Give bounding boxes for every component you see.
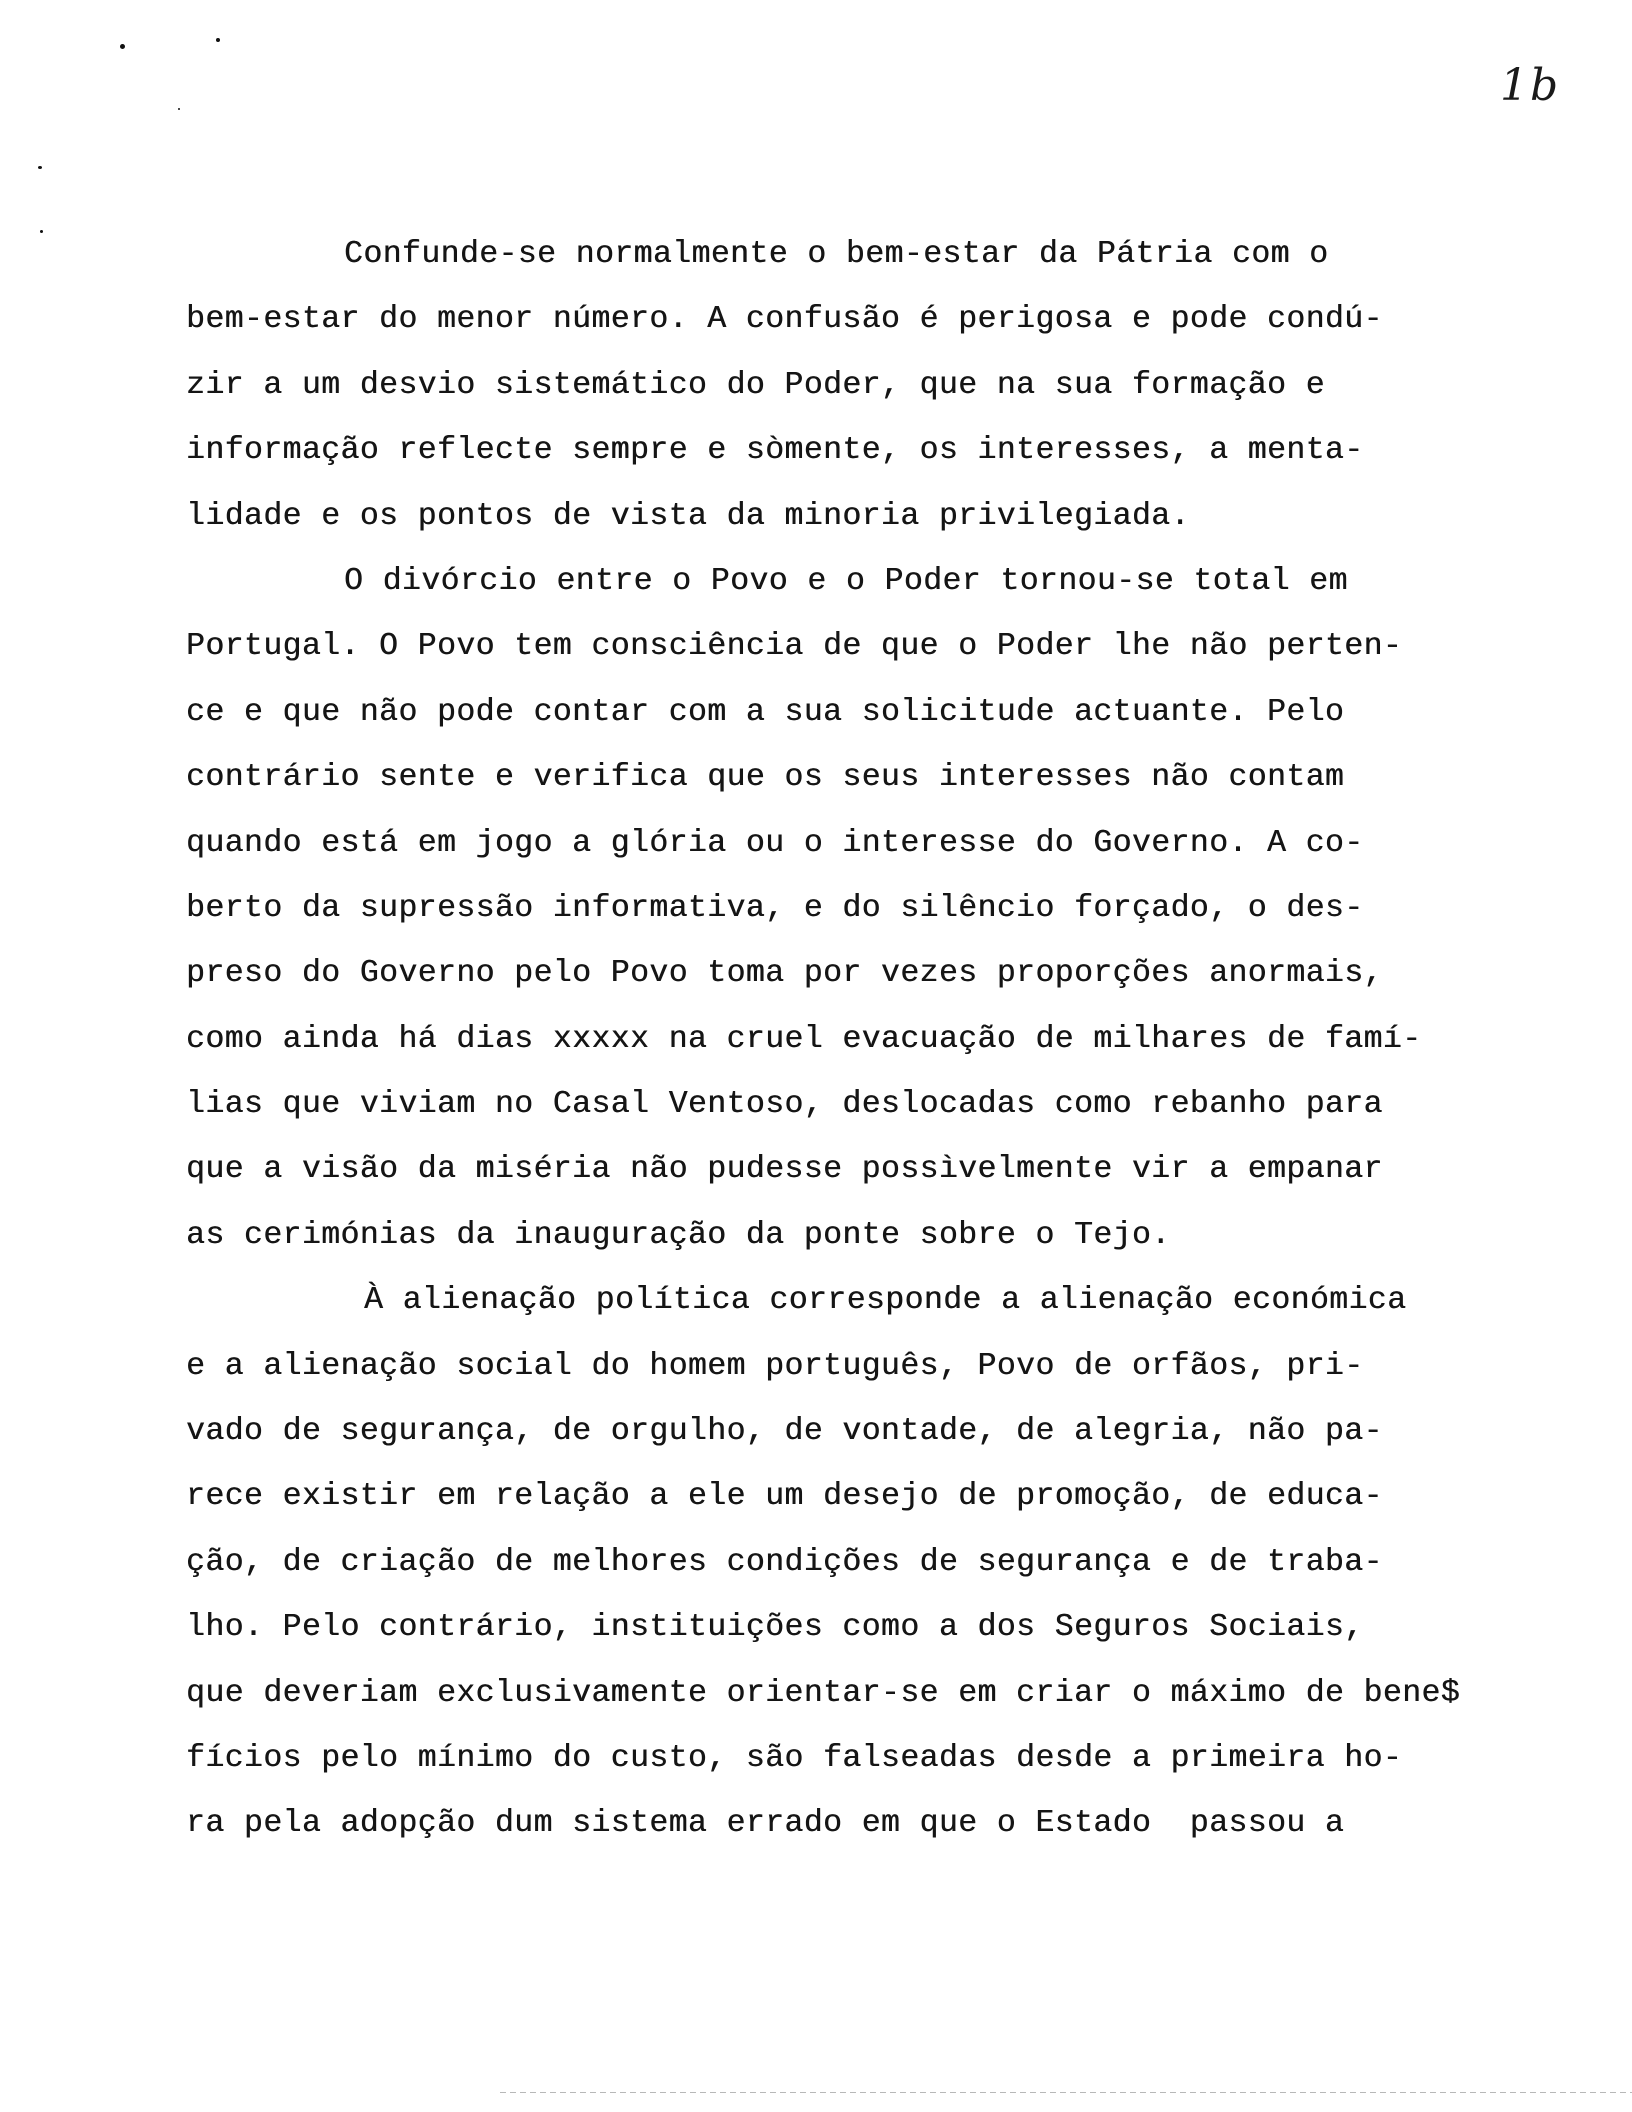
text-line: e a alienação social do homem português, Povo de orfãos, pri- [186,1348,1364,1384]
text-line: lias que viviam no Casal Ventoso, deslocadas como rebanho para [186,1087,1383,1123]
text-line: ção, de criação de melhores condições de segurança e de traba- [186,1544,1383,1580]
text-line: contrário sente e verifica que os seus interesses não contam [186,760,1345,796]
scan-edge-line [500,2092,1632,2093]
text-line: Confunde-se normalmente o bem-estar da Pátria com o [344,237,1329,272]
text-line: preso do Governo pelo Povo toma por vezes proporções anormais, [186,956,1383,992]
text-line: que a visão da miséria não pudesse possìvelmente vir a empanar [186,1152,1383,1188]
text-line: que deveriam exclusivamente orientar-se em criar o máximo de bene$ [186,1675,1461,1711]
text-line: vado de segurança, de orgulho, de vontade, de alegria, não pa- [186,1414,1383,1450]
page-number: 1b [1500,60,1561,111]
text-line: Portugal. O Povo tem consciência de que o Poder lhe não perten- [186,629,1403,665]
scan-speck [40,230,43,233]
scan-speck [178,108,180,110]
text-line: quando está em jogo a glória ou o interesse do Governo. A co- [186,825,1364,861]
text-line: lidade e os pontos de vista da minoria privilegiada. [186,498,1190,534]
text-line: ra pela adopção dum sistema errado em que o Estado passou a [186,1806,1345,1842]
text-line: fícios pelo mínimo do custo, são falseadas desde a primeira ho- [186,1740,1403,1776]
text-line: informação reflecte sempre e sòmente, os interesses, a menta- [186,433,1364,469]
typed-text-body [186,222,1486,1857]
text-line: ce e que não pode contar com a sua solicitude actuante. Pelo [186,694,1345,730]
text-line: rece existir em relação a ele um desejo de promoção, de educa- [186,1479,1383,1515]
text-line: como ainda há dias xxxxx na cruel evacuação de milhares de famí- [186,1021,1422,1057]
text-line: À alienação política corresponde a alienação económica [364,1283,1407,1319]
text-line: as cerimónias da inauguração da ponte sobre o Tejo. [186,1217,1171,1253]
scan-speck [216,38,220,42]
text-line: lho. Pelo contrário, instituições como a dos Seguros Sociais, [186,1610,1364,1646]
text-line: berto da supressão informativa, e do silêncio forçado, o des- [186,890,1364,926]
scan-speck [120,44,125,49]
text-line: bem-estar do menor número. A confusão é perigosa e pode condú- [186,302,1383,338]
scan-speck [38,166,42,169]
text-line: zir a um desvio sistemático do Poder, que na sua formação e [186,367,1325,403]
text-line: O divórcio entre o Povo e o Poder tornou-se total em [344,563,1348,599]
